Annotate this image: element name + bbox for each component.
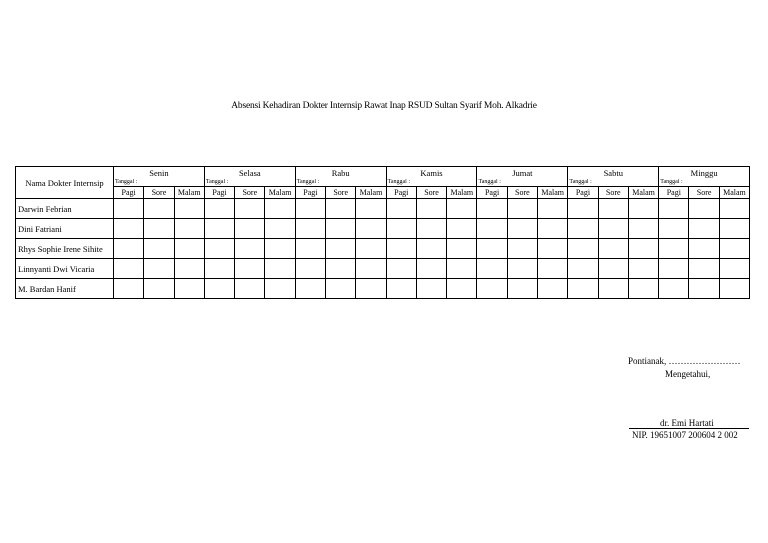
shift-header: Malam <box>447 187 477 199</box>
attendance-cell[interactable] <box>416 239 446 259</box>
attendance-cell[interactable] <box>538 219 568 239</box>
attendance-cell[interactable] <box>204 279 234 299</box>
shift-header: Sore <box>144 187 174 199</box>
shift-header: Pagi <box>295 187 325 199</box>
attendance-cell[interactable] <box>174 259 204 279</box>
attendance-cell[interactable] <box>174 279 204 299</box>
shift-header: Pagi <box>568 187 598 199</box>
attendance-cell[interactable] <box>114 219 144 239</box>
attendance-cell[interactable] <box>235 279 265 299</box>
shift-header: Sore <box>326 187 356 199</box>
shift-header: Pagi <box>477 187 507 199</box>
shift-header: Pagi <box>659 187 689 199</box>
attendance-cell[interactable] <box>386 239 416 259</box>
attendance-cell[interactable] <box>356 259 386 279</box>
shift-header: Sore <box>416 187 446 199</box>
attendance-cell[interactable] <box>659 199 689 219</box>
acknowledged-label: Mengetahui, <box>665 369 711 379</box>
attendance-cell[interactable] <box>568 219 598 239</box>
shift-header: Malam <box>174 187 204 199</box>
attendance-cell[interactable] <box>477 259 507 279</box>
attendance-cell[interactable] <box>386 279 416 299</box>
shift-header: Malam <box>265 187 295 199</box>
attendance-cell[interactable] <box>144 219 174 239</box>
attendance-cell[interactable] <box>295 259 325 279</box>
attendance-cell[interactable] <box>689 239 719 259</box>
attendance-cell[interactable] <box>386 259 416 279</box>
shift-header: Malam <box>719 187 749 199</box>
document-title: Absensi Kehadiran Dokter Internsip Rawat Inap RSUD Sultan Syarif Moh. Alkadrie <box>231 101 537 111</box>
shift-header: Pagi <box>386 187 416 199</box>
date-label: Tanggal : <box>568 179 659 187</box>
attendance-cell[interactable] <box>477 239 507 259</box>
shift-header: Malam <box>356 187 386 199</box>
attendance-table <box>15 166 750 299</box>
attendance-cell[interactable] <box>447 199 477 219</box>
attendance-cell[interactable] <box>204 259 234 279</box>
attendance-cell[interactable] <box>719 279 749 299</box>
attendance-cell[interactable] <box>144 239 174 259</box>
attendance-cell[interactable] <box>386 219 416 239</box>
attendance-cell[interactable] <box>689 219 719 239</box>
table-row <box>16 199 750 219</box>
attendance-cell[interactable] <box>356 239 386 259</box>
attendance-cell[interactable] <box>477 199 507 219</box>
attendance-cell[interactable] <box>659 279 689 299</box>
day-header: Senin <box>114 167 205 180</box>
day-header: Jumat <box>477 167 568 180</box>
attendance-cell[interactable] <box>174 239 204 259</box>
attendance-cell[interactable] <box>265 239 295 259</box>
attendance-cell[interactable] <box>144 259 174 279</box>
doctor-name: Darwin Febrian <box>16 199 114 219</box>
attendance-cell[interactable] <box>447 259 477 279</box>
attendance-cell[interactable] <box>568 239 598 259</box>
attendance-cell[interactable] <box>598 219 628 239</box>
attendance-cell[interactable] <box>659 239 689 259</box>
attendance-cell[interactable] <box>447 219 477 239</box>
attendance-cell[interactable] <box>538 279 568 299</box>
name-column-header: Nama Dokter Internsip <box>16 167 114 199</box>
table-row <box>16 279 750 299</box>
date-label: Tanggal : <box>477 179 568 187</box>
attendance-cell[interactable] <box>416 259 446 279</box>
attendance-cell[interactable] <box>114 279 144 299</box>
attendance-cell[interactable] <box>174 199 204 219</box>
attendance-cell[interactable] <box>295 219 325 239</box>
signatory-nip: NIP. 19651007 200604 2 002 <box>632 430 738 440</box>
attendance-cell[interactable] <box>719 239 749 259</box>
attendance-cell[interactable] <box>114 239 144 259</box>
shift-header: Sore <box>235 187 265 199</box>
attendance-cell[interactable] <box>538 259 568 279</box>
attendance-cell[interactable] <box>416 199 446 219</box>
attendance-cell[interactable] <box>204 219 234 239</box>
attendance-cell[interactable] <box>265 259 295 279</box>
attendance-cell[interactable] <box>628 219 658 239</box>
attendance-cell[interactable] <box>356 219 386 239</box>
attendance-cell[interactable] <box>719 259 749 279</box>
signature-line <box>629 428 749 429</box>
attendance-cell[interactable] <box>356 279 386 299</box>
attendance-cell[interactable] <box>507 219 537 239</box>
attendance-cell[interactable] <box>598 279 628 299</box>
day-header: Rabu <box>295 167 386 180</box>
attendance-cell[interactable] <box>689 279 719 299</box>
attendance-cell[interactable] <box>568 279 598 299</box>
date-label: Tanggal : <box>114 179 205 187</box>
attendance-cell[interactable] <box>628 199 658 219</box>
attendance-cell[interactable] <box>416 219 446 239</box>
attendance-cell[interactable] <box>326 279 356 299</box>
attendance-cell[interactable] <box>356 199 386 219</box>
date-label: Tanggal : <box>295 179 386 187</box>
place-date-line: Pontianak, …………………… <box>628 356 741 366</box>
attendance-cell[interactable] <box>235 199 265 219</box>
attendance-cell[interactable] <box>507 279 537 299</box>
attendance-cell[interactable] <box>295 239 325 259</box>
shift-header: Malam <box>628 187 658 199</box>
attendance-cell[interactable] <box>659 219 689 239</box>
date-label: Tanggal : <box>386 179 477 187</box>
shift-header: Sore <box>598 187 628 199</box>
attendance-cell[interactable] <box>628 279 658 299</box>
attendance-cell[interactable] <box>326 239 356 259</box>
attendance-cell[interactable] <box>144 279 174 299</box>
attendance-cell[interactable] <box>295 199 325 219</box>
shift-header: Sore <box>689 187 719 199</box>
attendance-cell[interactable] <box>174 219 204 239</box>
doctor-name: Dini Fatriani <box>16 219 114 239</box>
attendance-cell[interactable] <box>265 279 295 299</box>
date-label: Tanggal : <box>204 179 295 187</box>
date-label: Tanggal : <box>659 179 750 187</box>
attendance-cell[interactable] <box>477 219 507 239</box>
attendance-cell[interactable] <box>114 199 144 219</box>
attendance-cell[interactable] <box>295 279 325 299</box>
attendance-cell[interactable] <box>204 239 234 259</box>
attendance-cell[interactable] <box>204 199 234 219</box>
day-header: Kamis <box>386 167 477 180</box>
attendance-cell[interactable] <box>235 239 265 259</box>
attendance-cell[interactable] <box>568 259 598 279</box>
attendance-cell[interactable] <box>598 199 628 219</box>
attendance-cell[interactable] <box>598 259 628 279</box>
attendance-cell[interactable] <box>568 199 598 219</box>
day-header: Minggu <box>659 167 750 180</box>
shift-header: Malam <box>538 187 568 199</box>
doctor-name: Rhys Sophie Irene Sihite <box>16 239 114 259</box>
attendance-cell[interactable] <box>538 239 568 259</box>
attendance-cell[interactable] <box>507 239 537 259</box>
attendance-cell[interactable] <box>326 259 356 279</box>
attendance-cell[interactable] <box>144 199 174 219</box>
attendance-cell[interactable] <box>326 199 356 219</box>
day-header: Sabtu <box>568 167 659 180</box>
shift-header: Sore <box>507 187 537 199</box>
attendance-cell[interactable] <box>477 279 507 299</box>
attendance-cell[interactable] <box>689 259 719 279</box>
attendance-cell[interactable] <box>326 219 356 239</box>
attendance-cell[interactable] <box>416 279 446 299</box>
attendance-cell[interactable] <box>386 199 416 219</box>
attendance-cell[interactable] <box>628 239 658 259</box>
attendance-cell[interactable] <box>265 219 295 239</box>
attendance-cell[interactable] <box>447 239 477 259</box>
attendance-cell[interactable] <box>719 219 749 239</box>
attendance-cell[interactable] <box>235 259 265 279</box>
shift-header: Pagi <box>114 187 144 199</box>
attendance-cell[interactable] <box>719 199 749 219</box>
table-row <box>16 239 750 259</box>
table-row <box>16 219 750 239</box>
attendance-cell[interactable] <box>507 259 537 279</box>
table-row <box>16 259 750 279</box>
signatory-name: dr. Emi Hartati <box>660 418 714 428</box>
attendance-cell[interactable] <box>598 239 628 259</box>
attendance-cell[interactable] <box>659 259 689 279</box>
doctor-name: Linnyanti Dwi Vicaria <box>16 259 114 279</box>
attendance-cell[interactable] <box>507 199 537 219</box>
attendance-cell[interactable] <box>447 279 477 299</box>
attendance-cell[interactable] <box>114 259 144 279</box>
doctor-name: M. Bardan Hanif <box>16 279 114 299</box>
shift-header: Pagi <box>204 187 234 199</box>
attendance-cell[interactable] <box>538 199 568 219</box>
attendance-cell[interactable] <box>628 259 658 279</box>
attendance-cell[interactable] <box>265 199 295 219</box>
attendance-cell[interactable] <box>689 199 719 219</box>
day-header: Selasa <box>204 167 295 180</box>
attendance-cell[interactable] <box>235 219 265 239</box>
